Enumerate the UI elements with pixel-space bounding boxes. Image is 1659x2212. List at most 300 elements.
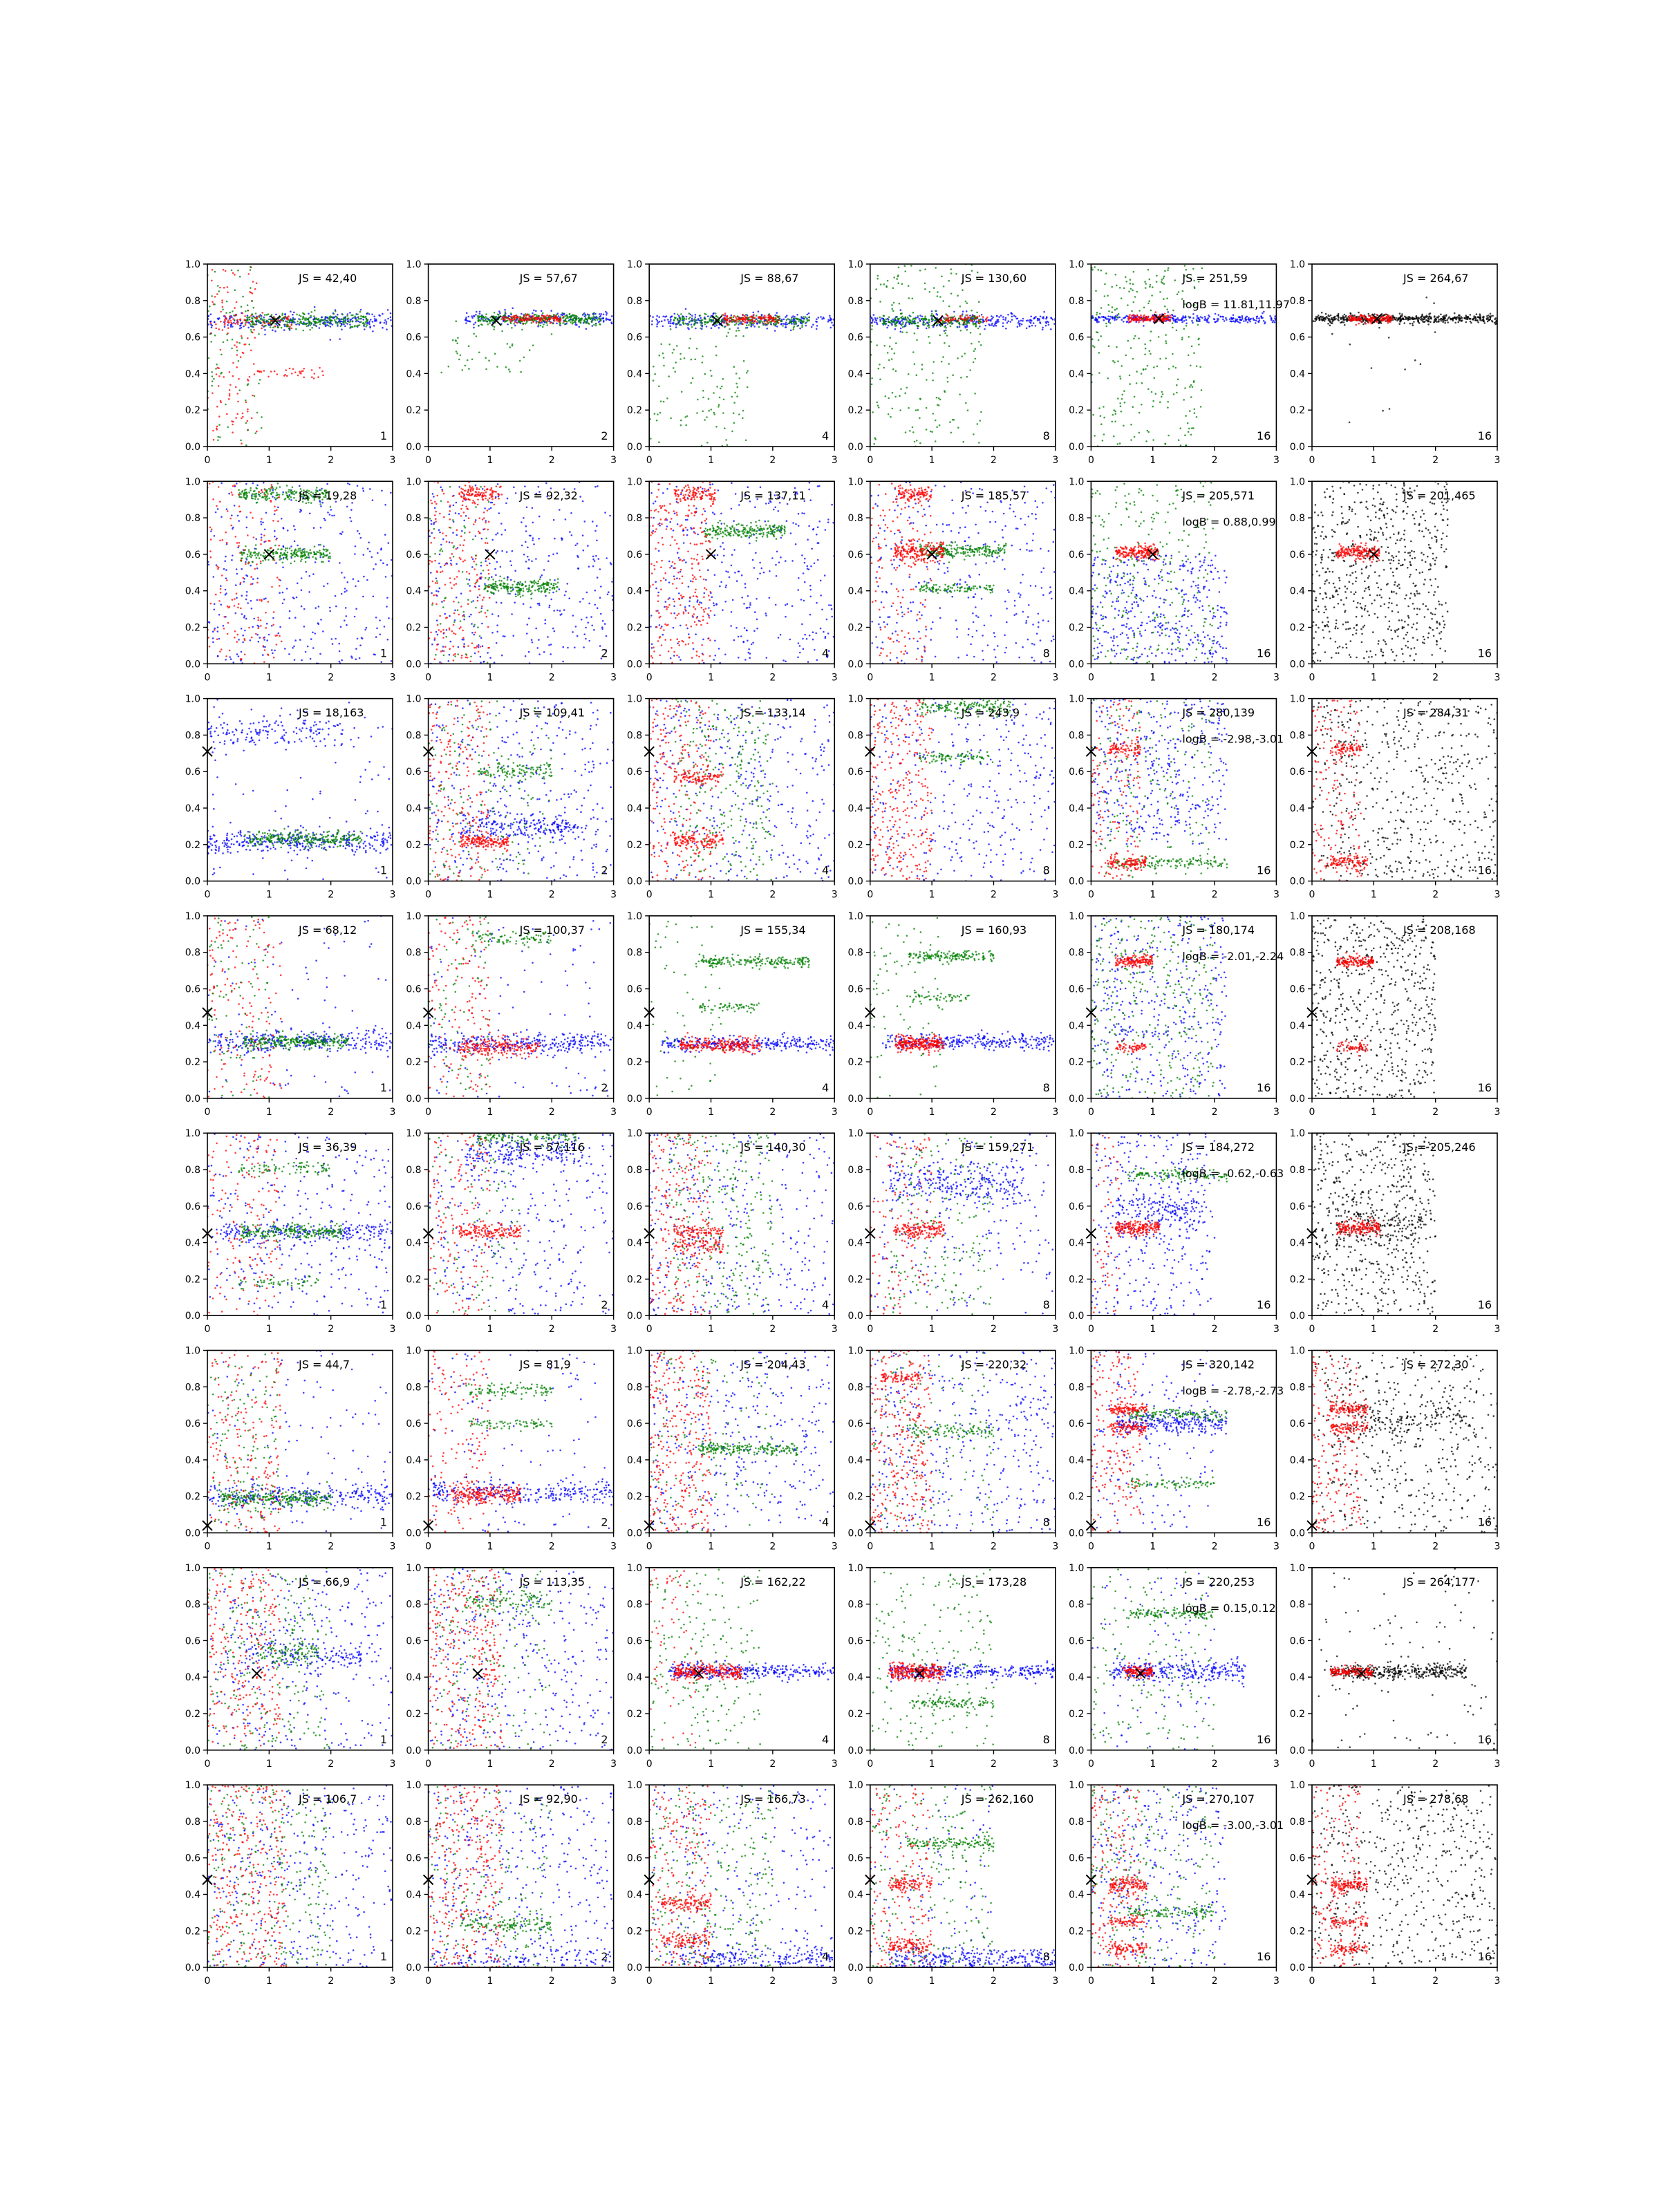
- scatter-point: [693, 319, 695, 321]
- scatter-point: [267, 493, 269, 495]
- scatter-point: [1169, 315, 1171, 317]
- scatter-point: [965, 402, 967, 404]
- scatter-point: [933, 287, 935, 289]
- x-tick-label: 3: [1273, 455, 1280, 466]
- scatter-point: [284, 498, 286, 500]
- scatter-point: [1219, 316, 1221, 318]
- scatter-point: [1050, 328, 1052, 330]
- scatter-point: [583, 313, 585, 315]
- scatter-point: [883, 319, 885, 321]
- scatter-point: [1429, 316, 1431, 318]
- scatter-point: [386, 328, 388, 330]
- scatter-point: [808, 319, 810, 321]
- scatter-point: [329, 514, 331, 516]
- scatter-point: [948, 280, 950, 282]
- scatter-point: [576, 317, 578, 319]
- scatter-point: [599, 316, 601, 318]
- scatter-point: [1121, 411, 1123, 413]
- scatter-point: [242, 296, 244, 298]
- scatter-point: [1454, 322, 1456, 324]
- scatter-point: [935, 440, 937, 442]
- scatter-point: [308, 325, 310, 327]
- scatter-point: [1103, 433, 1105, 435]
- scatter-point: [353, 317, 355, 319]
- scatter-point: [261, 328, 263, 330]
- scatter-point: [994, 324, 996, 326]
- scatter-point: [600, 319, 602, 321]
- scatter-point: [259, 637, 261, 639]
- scatter-point: [351, 502, 353, 504]
- scatter-point: [303, 323, 305, 325]
- scatter-point: [745, 327, 747, 329]
- scatter-point: [1050, 317, 1052, 319]
- scatter-point: [295, 500, 297, 502]
- scatter-point: [1107, 304, 1109, 306]
- scatter-point: [953, 419, 955, 421]
- y-tick-label: 0.2: [1290, 405, 1305, 416]
- scatter-point: [574, 319, 577, 321]
- scatter-point: [807, 314, 809, 316]
- scatter-point: [789, 321, 791, 324]
- scatter-point: [1398, 323, 1400, 325]
- scatter-point: [775, 322, 777, 324]
- scatter-point: [457, 337, 459, 339]
- scatter-point: [910, 319, 912, 321]
- scatter-point: [708, 410, 710, 412]
- scatter-point: [1239, 322, 1241, 324]
- scatter-point: [997, 321, 1000, 323]
- scatter-point: [261, 534, 263, 536]
- scatter-point: [233, 315, 235, 317]
- scatter-point: [780, 324, 782, 326]
- scatter-point: [1417, 319, 1419, 321]
- scatter-point: [599, 313, 601, 315]
- scatter-point: [232, 375, 234, 377]
- scatter-point: [720, 388, 722, 390]
- scatter-point: [1225, 317, 1227, 319]
- scatter-point: [294, 541, 296, 543]
- y-tick-label: 0.8: [848, 296, 863, 307]
- scatter-point: [295, 324, 297, 326]
- scatter-point: [917, 409, 919, 411]
- scatter-point: [252, 318, 254, 320]
- scatter-point: [456, 320, 458, 322]
- scatter-point: [265, 597, 267, 599]
- scatter-point: [739, 377, 741, 379]
- scatter-point: [1318, 315, 1320, 317]
- scatter-point: [1119, 375, 1121, 377]
- scatter-point: [368, 322, 371, 324]
- scatter-point: [1043, 311, 1045, 313]
- scatter-point: [301, 589, 303, 591]
- scatter-point: [1114, 309, 1116, 311]
- scatter-point: [1433, 302, 1435, 304]
- y-tick-label: 0.4: [1290, 368, 1305, 379]
- scatter-point: [346, 590, 348, 592]
- scatter-point: [1002, 322, 1004, 324]
- scatter-point: [931, 313, 933, 315]
- scatter-point: [310, 658, 312, 660]
- scatter-point: [349, 517, 351, 519]
- scatter-point: [339, 322, 341, 324]
- scatter-point: [591, 320, 593, 322]
- scatter-point: [251, 608, 253, 610]
- scatter-point: [246, 594, 248, 597]
- x-tick-label: 1: [266, 455, 272, 466]
- scatter-point: [1319, 318, 1321, 320]
- scatter-point: [1146, 319, 1148, 321]
- scatter-point: [311, 327, 313, 329]
- scatter-point: [1131, 315, 1133, 317]
- scatter-point: [455, 339, 457, 341]
- scatter-point: [1184, 434, 1186, 436]
- scatter-point: [1331, 321, 1333, 323]
- scatter-point: [1022, 320, 1024, 322]
- scatter-point: [238, 378, 240, 380]
- scatter-point: [790, 330, 792, 332]
- scatter-point: [208, 315, 210, 317]
- scatter-point: [1208, 315, 1210, 317]
- scatter-point: [460, 355, 462, 357]
- scatter-point: [1470, 314, 1472, 316]
- scatter-point: [691, 317, 693, 319]
- scatter-point: [1349, 312, 1351, 315]
- scatter-point: [322, 375, 324, 377]
- scatter-point: [937, 314, 939, 316]
- scatter-point: [695, 359, 697, 361]
- scatter-point: [1490, 317, 1492, 319]
- scatter-point: [231, 514, 233, 516]
- scatter-point: [982, 316, 984, 318]
- scatter-point: [1181, 318, 1183, 320]
- scatter-point: [225, 320, 227, 322]
- scatter-point: [1327, 323, 1329, 325]
- scatter-point: [885, 319, 888, 321]
- scatter-point: [1161, 318, 1163, 320]
- scatter-point: [511, 327, 513, 329]
- scatter-point: [330, 319, 332, 321]
- scatter-point: [243, 326, 245, 328]
- scatter-point: [1128, 315, 1130, 317]
- scatter-point: [225, 659, 227, 661]
- scatter-point: [737, 315, 739, 317]
- scatter-point: [513, 323, 515, 325]
- scatter-point: [830, 327, 832, 329]
- scatter-point: [986, 319, 988, 321]
- scatter-point: [668, 375, 670, 377]
- scatter-point: [1042, 316, 1044, 318]
- axes-frame: [870, 264, 1056, 447]
- scatter-point: [894, 396, 897, 398]
- scatter-point: [390, 317, 392, 319]
- scatter-point: [245, 321, 247, 324]
- scatter-point: [225, 577, 227, 579]
- scatter-point: [775, 317, 777, 319]
- scatter-point: [336, 316, 338, 318]
- x-tick-label: 3: [832, 455, 838, 466]
- scatter-point: [224, 322, 226, 324]
- scatter-point: [217, 285, 219, 287]
- scatter-point: [263, 639, 265, 641]
- scatter-point: [283, 317, 285, 319]
- scatter-point: [268, 634, 270, 636]
- scatter-point: [227, 327, 229, 329]
- scatter-point: [294, 617, 297, 619]
- scatter-point: [919, 398, 921, 400]
- scatter-point: [306, 326, 308, 328]
- scatter-point: [338, 321, 340, 323]
- scatter-point: [959, 393, 961, 395]
- scatter-point: [251, 331, 253, 333]
- scatter-point: [959, 306, 962, 308]
- scatter-point: [910, 321, 912, 324]
- scatter-point: [1100, 307, 1103, 309]
- scatter-point: [261, 427, 263, 429]
- scatter-point: [960, 330, 962, 332]
- scatter-point: [1191, 346, 1193, 348]
- scatter-point: [352, 317, 354, 319]
- scatter-point: [256, 599, 259, 601]
- scatter-point: [1181, 339, 1183, 341]
- scatter-point: [507, 324, 509, 326]
- scatter-point: [1200, 316, 1202, 318]
- scatter-point: [776, 312, 778, 314]
- scatter-point: [901, 283, 903, 285]
- scatter-point: [245, 444, 247, 447]
- scatter-point: [591, 317, 593, 319]
- scatter-point: [1338, 319, 1340, 321]
- scatter-point: [1400, 319, 1402, 321]
- scatter-point: [330, 506, 332, 508]
- scatter-point: [654, 413, 656, 415]
- scatter-point: [920, 318, 922, 320]
- scatter-point: [1120, 405, 1122, 407]
- scatter-point: [1341, 321, 1343, 323]
- scatter-point: [1004, 319, 1006, 321]
- scatter-point: [1409, 323, 1412, 325]
- scatter-point: [686, 316, 688, 318]
- scatter-point: [1104, 295, 1106, 297]
- scatter-point: [315, 323, 317, 325]
- scatter-point: [375, 636, 377, 638]
- scatter-point: [1149, 286, 1151, 288]
- scatter-point: [296, 597, 298, 599]
- scatter-point: [658, 441, 660, 443]
- scatter-point: [1129, 314, 1131, 316]
- scatter-point: [372, 321, 374, 323]
- scatter-point: [239, 276, 241, 278]
- scatter-point: [475, 321, 477, 324]
- scatter-point: [210, 341, 212, 343]
- scatter-point: [525, 317, 527, 319]
- scatter-point: [236, 301, 238, 303]
- scatter-point: [223, 341, 225, 344]
- scatter-point: [985, 325, 987, 327]
- scatter-point: [763, 323, 765, 325]
- scatter-point: [572, 318, 574, 320]
- scatter-point: [1147, 430, 1149, 432]
- scatter-point: [214, 296, 216, 298]
- scatter-point: [731, 396, 733, 398]
- y-tick-label: 0.4: [1069, 368, 1084, 379]
- scatter-point: [256, 282, 258, 284]
- scatter-point: [1184, 265, 1186, 267]
- scatter-point: [312, 320, 315, 322]
- scatter-point: [390, 312, 392, 315]
- x-tick-label: 2: [328, 455, 334, 466]
- scatter-point: [477, 315, 479, 317]
- scatter-point: [1224, 320, 1226, 322]
- scatter-point: [274, 650, 276, 652]
- scatter-point: [827, 321, 830, 323]
- scatter-point: [330, 509, 332, 511]
- scatter-point: [328, 318, 330, 320]
- scatter-point: [898, 267, 900, 269]
- scatter-point: [263, 317, 265, 319]
- scatter-point: [212, 393, 214, 395]
- scatter-point: [871, 322, 873, 324]
- x-tick-label: 0: [1309, 455, 1315, 466]
- scatter-point: [1099, 313, 1101, 315]
- scatter-point: [258, 494, 260, 496]
- scatter-point: [336, 318, 338, 320]
- scatter-point: [382, 327, 384, 329]
- scatter-point: [823, 317, 825, 319]
- scatter-point: [265, 512, 268, 514]
- scatter-point: [504, 319, 506, 321]
- scatter-point: [522, 318, 524, 320]
- scatter-point: [354, 553, 356, 555]
- scatter-point: [380, 559, 382, 561]
- scatter-point: [234, 307, 236, 309]
- scatter-point: [726, 335, 728, 337]
- scatter-point: [248, 273, 250, 275]
- scatter-panel-1-3: [627, 259, 838, 466]
- scatter-point: [249, 291, 251, 293]
- scatter-point: [1007, 320, 1009, 322]
- scatter-point: [974, 320, 976, 322]
- scatter-point: [366, 322, 368, 324]
- scatter-point: [1193, 352, 1195, 354]
- scatter-point: [966, 324, 968, 326]
- scatter-point: [1358, 317, 1360, 319]
- axes-frame: [429, 264, 614, 447]
- scatter-point: [939, 296, 941, 298]
- scatter-point: [1172, 353, 1174, 355]
- scatter-point: [583, 320, 585, 322]
- scatter-point: [250, 324, 252, 326]
- scatter-point: [505, 317, 507, 319]
- scatter-point: [1237, 319, 1239, 321]
- scatter-point: [878, 406, 880, 409]
- scatter-point: [1096, 314, 1098, 316]
- scatter-point: [456, 353, 458, 355]
- scatter-point: [990, 320, 992, 322]
- scatter-point: [929, 291, 931, 293]
- scatter-point: [937, 295, 939, 297]
- scatter-point: [236, 354, 238, 356]
- scatter-point: [1174, 321, 1177, 323]
- scatter-point: [1119, 317, 1121, 319]
- scatter-point: [341, 328, 343, 330]
- scatter-point: [786, 315, 788, 317]
- scatter-point: [261, 322, 263, 324]
- scatter-point: [1159, 358, 1161, 360]
- scatter-point: [1116, 316, 1118, 318]
- scatter-point: [816, 328, 818, 330]
- scatter-point: [1258, 321, 1260, 323]
- scatter-point: [319, 327, 321, 329]
- scatter-point: [722, 378, 724, 380]
- scatter-point: [330, 315, 332, 317]
- scatter-point: [448, 366, 450, 368]
- scatter-point: [877, 278, 879, 280]
- scatter-point: [940, 326, 942, 328]
- scatter-point: [1201, 389, 1203, 391]
- scatter-point: [1129, 383, 1131, 385]
- scatter-point: [878, 368, 880, 370]
- scatter-point: [691, 382, 693, 384]
- scatter-point: [1358, 323, 1360, 325]
- scatter-point: [1105, 323, 1107, 325]
- scatter-point: [227, 292, 229, 294]
- scatter-point: [1328, 315, 1330, 317]
- scatter-point: [930, 315, 932, 317]
- scatter-point: [213, 378, 215, 380]
- scatter-point: [247, 383, 250, 385]
- scatter-point: [947, 381, 949, 383]
- scatter-point: [485, 357, 487, 359]
- axes-frame: [207, 264, 393, 447]
- scatter-point: [218, 367, 220, 369]
- scatter-point: [731, 431, 733, 433]
- scatter-point: [1445, 315, 1447, 317]
- scatter-point: [948, 317, 950, 319]
- scatter-point: [1030, 322, 1032, 324]
- scatter-point: [241, 651, 243, 653]
- scatter-point: [901, 331, 903, 333]
- scatter-point: [1365, 323, 1367, 325]
- scatter-point: [1368, 318, 1370, 320]
- scatter-point: [247, 337, 249, 339]
- scatter-point: [879, 364, 881, 366]
- scatter-point: [547, 319, 549, 321]
- scatter-point: [595, 323, 597, 325]
- scatter-point: [254, 337, 256, 339]
- scatter-point: [761, 318, 763, 320]
- scatter-point: [505, 366, 507, 368]
- scatter-point: [924, 283, 926, 285]
- scatter-point: [1456, 316, 1459, 318]
- scatter-point: [937, 291, 939, 293]
- scatter-point: [228, 398, 230, 400]
- scatter-point: [943, 321, 945, 324]
- y-tick-label: 0.6: [1290, 332, 1305, 344]
- scatter-point: [465, 365, 467, 367]
- scatter-point: [1421, 315, 1423, 317]
- scatter-point: [888, 321, 890, 323]
- scatter-point: [241, 595, 243, 597]
- scatter-point: [276, 373, 279, 375]
- scatter-point: [359, 318, 362, 320]
- scatter-points: [207, 480, 393, 664]
- scatter-point: [1412, 323, 1414, 325]
- scatter-point: [1167, 270, 1169, 272]
- scatter-point: [1460, 317, 1462, 319]
- scatter-point: [297, 545, 299, 547]
- scatter-point: [241, 337, 243, 339]
- scatter-point: [1217, 320, 1219, 322]
